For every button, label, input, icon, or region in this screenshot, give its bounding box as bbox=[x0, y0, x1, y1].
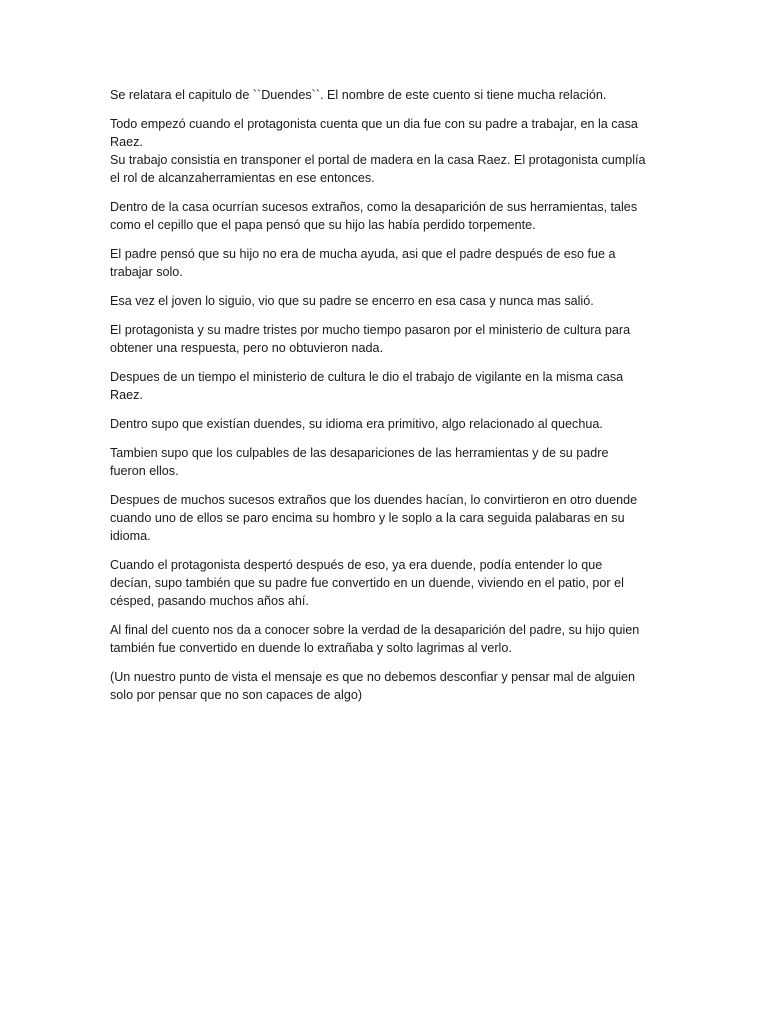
text-line: el rol de alcanzaherramientas en ese entonces. bbox=[110, 171, 375, 185]
paragraph-13 bbox=[110, 668, 658, 704]
text-line: trabajar solo. bbox=[110, 265, 183, 279]
paragraph-9 bbox=[110, 444, 658, 480]
paragraph-1 bbox=[110, 86, 658, 104]
text-line: cuando uno de ellos se paro encima su hombro y le soplo a la cara seguida palabaras en su bbox=[110, 511, 625, 525]
paragraph-3 bbox=[110, 198, 658, 234]
text-line: Raez. bbox=[110, 388, 143, 402]
text-line: Al final del cuento nos da a conocer sobre la verdad de la desaparición del padre, su hijo quien bbox=[110, 623, 640, 637]
text-line: Esa vez el joven lo siguio, vio que su padre se encerro en esa casa y nunca mas salió. bbox=[110, 294, 594, 308]
text-line: también fue convertido en duende lo extrañaba y solto lagrimas al verlo. bbox=[110, 641, 512, 655]
text-line: Su trabajo consistia en transponer el portal de madera en la casa Raez. El protagonista cumplía bbox=[110, 153, 646, 167]
text-line: decían, supo también que su padre fue convertido en un duende, viviendo en el patio, por el bbox=[110, 576, 624, 590]
paragraph-11 bbox=[110, 556, 658, 610]
text-line: Se relatara el capitulo de ``Duendes``. El nombre de este cuento si tiene mucha relación. bbox=[110, 88, 607, 102]
text-line: como el cepillo que el papa pensó que su hijo las había perdido torpemente. bbox=[110, 218, 536, 232]
paragraph-4 bbox=[110, 245, 658, 281]
paragraph-5 bbox=[110, 292, 658, 310]
paragraph-2 bbox=[110, 115, 658, 187]
text-line: obtener una respuesta, pero no obtuvieron nada. bbox=[110, 341, 384, 355]
text-line: Todo empezó cuando el protagonista cuenta que un dia fue con su padre a trabajar, en la casa bbox=[110, 117, 638, 131]
text-line: Dentro de la casa ocurrían sucesos extraños, como la desaparición de sus herramientas, tales bbox=[110, 200, 638, 214]
text-line: Tambien supo que los culpables de las desapariciones de las herramientas y de su padre bbox=[110, 446, 609, 460]
text-line: Dentro supo que existían duendes, su idioma era primitivo, algo relacionado al quechua. bbox=[110, 417, 603, 431]
text-line: Despues de un tiempo el ministerio de cultura le dio el trabajo de vigilante en la misma casa bbox=[110, 370, 624, 384]
text-line: Cuando el protagonista despertó después de eso, ya era duende, podía entender lo que bbox=[110, 558, 603, 572]
text-line: (Un nuestro punto de vista el mensaje es que no debemos desconfiar y pensar mal de alguien bbox=[110, 670, 636, 684]
text-line: El padre pensó que su hijo no era de mucha ayuda, asi que el padre después de eso fue a bbox=[110, 247, 616, 261]
text-line: Raez. bbox=[110, 135, 143, 149]
paragraph-6 bbox=[110, 321, 658, 357]
text-line: El protagonista y su madre tristes por mucho tiempo pasaron por el ministerio de cultura para bbox=[110, 323, 631, 337]
document-body bbox=[110, 86, 658, 715]
text-line: fueron ellos. bbox=[110, 464, 179, 478]
text-line: idioma. bbox=[110, 529, 151, 543]
text-line: Despues de muchos sucesos extraños que los duendes hacían, lo convirtieron en otro duende bbox=[110, 493, 638, 507]
text-line: solo por pensar que no son capaces de algo) bbox=[110, 688, 363, 702]
paragraph-10 bbox=[110, 491, 658, 545]
paragraph-8 bbox=[110, 415, 658, 433]
text-line: césped, pasando muchos años ahí. bbox=[110, 594, 309, 608]
paragraph-12 bbox=[110, 621, 658, 657]
paragraph-7 bbox=[110, 368, 658, 404]
